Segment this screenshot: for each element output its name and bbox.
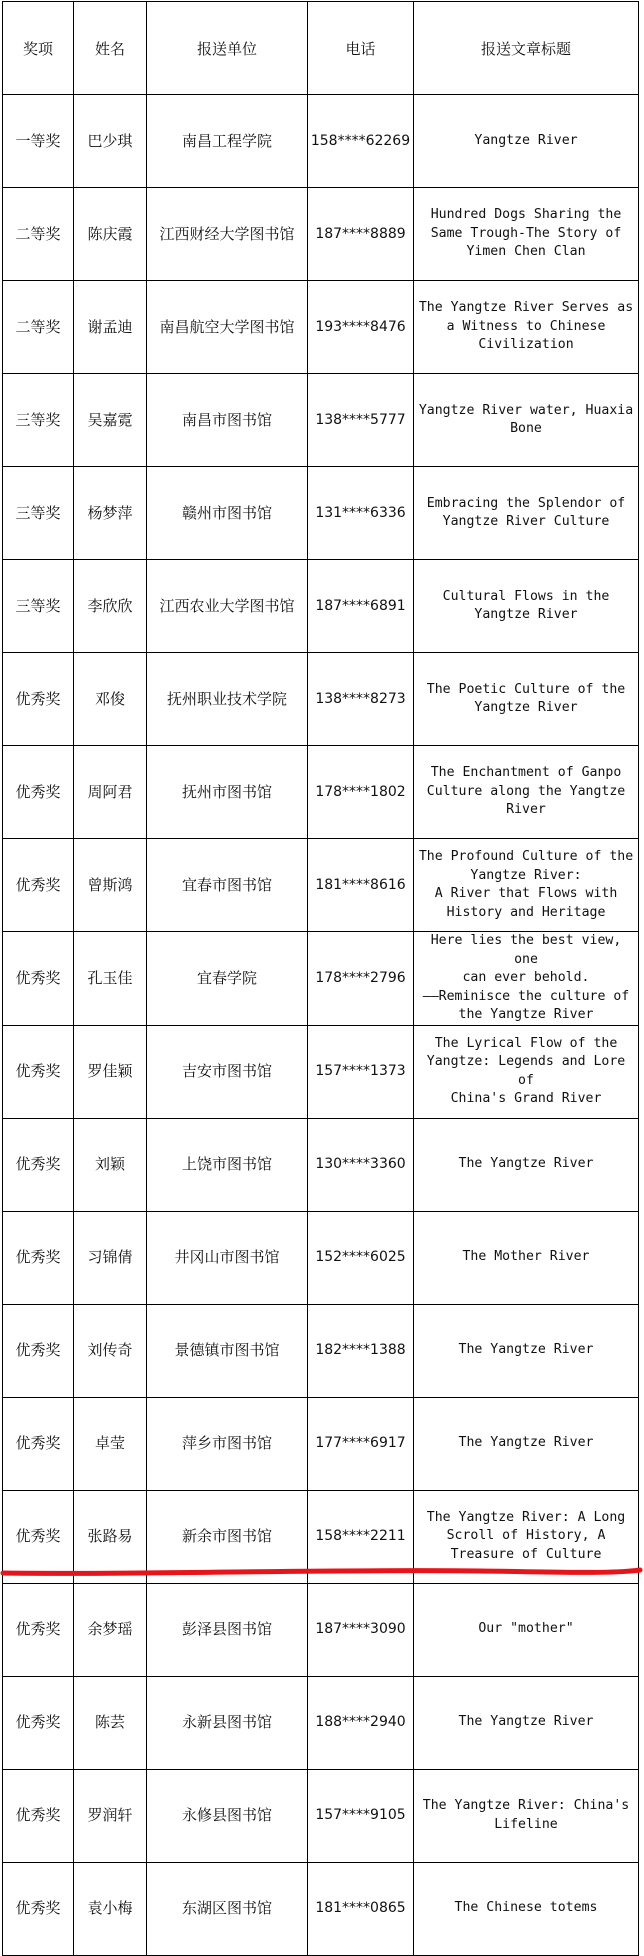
table-row	[3, 1862, 639, 1955]
cell-phone: 181****8616	[308, 839, 414, 932]
table-row	[3, 1211, 639, 1304]
cell-phone: 157****9105	[308, 1769, 414, 1862]
cell-name: 袁小梅	[74, 1862, 147, 1955]
cell-name: 曾斯鸿	[74, 839, 147, 932]
cell-award: 优秀奖	[3, 1025, 74, 1118]
header-title: 报送文章标题	[414, 2, 639, 95]
cell-award: 优秀奖	[3, 1211, 74, 1304]
table-row	[3, 188, 639, 281]
cell-award: 优秀奖	[3, 1676, 74, 1769]
cell-phone: 182****1388	[308, 1304, 414, 1397]
cell-title: Embracing the Splendor of Yangtze River Culture	[414, 467, 639, 560]
cell-unit: 景德镇市图书馆	[147, 1304, 308, 1397]
cell-phone: 131****6336	[308, 467, 414, 560]
cell-phone: 157****1373	[308, 1025, 414, 1118]
cell-name: 张路易	[74, 1490, 147, 1583]
table-row	[3, 1769, 639, 1862]
cell-phone: 188****2940	[308, 1676, 414, 1769]
cell-unit: 宜春市图书馆	[147, 839, 308, 932]
cell-title: The Yangtze River: China's Lifeline	[414, 1769, 639, 1862]
cell-award: 优秀奖	[3, 1583, 74, 1676]
table-row	[3, 1025, 639, 1118]
table-row	[3, 374, 639, 467]
cell-name: 刘颖	[74, 1118, 147, 1211]
cell-award: 三等奖	[3, 560, 74, 653]
cell-unit: 萍乡市图书馆	[147, 1397, 308, 1490]
cell-title: Our "mother"	[414, 1583, 639, 1676]
cell-unit: 抚州职业技术学院	[147, 653, 308, 746]
table-row	[3, 467, 639, 560]
cell-title: The Chinese totems	[414, 1862, 639, 1955]
cell-title: The Yangtze River Serves as a Witness to Chinese Civilization	[414, 281, 639, 374]
cell-unit: 江西农业大学图书馆	[147, 560, 308, 653]
cell-unit: 永新县图书馆	[147, 1676, 308, 1769]
cell-title: Hundred Dogs Sharing the Same Trough-The Story of Yimen Chen Clan	[414, 188, 639, 281]
cell-phone: 178****2796	[308, 932, 414, 1026]
cell-title: The Yangtze River: A Long Scroll of History, A Treasure of Culture	[414, 1490, 639, 1583]
cell-award: 优秀奖	[3, 839, 74, 932]
cell-award: 优秀奖	[3, 1118, 74, 1211]
header-name: 姓名	[74, 2, 147, 95]
cell-award: 优秀奖	[3, 746, 74, 839]
table-row	[3, 839, 639, 932]
cell-award: 优秀奖	[3, 1769, 74, 1862]
header-unit: 报送单位	[147, 2, 308, 95]
cell-name: 孔玉佳	[74, 932, 147, 1026]
table-row	[3, 1397, 639, 1490]
cell-title: The Yangtze River	[414, 1676, 639, 1769]
cell-award: 优秀奖	[3, 1490, 74, 1583]
table-row	[3, 1676, 639, 1769]
cell-unit: 吉安市图书馆	[147, 1025, 308, 1118]
cell-name: 罗润轩	[74, 1769, 147, 1862]
cell-unit: 井冈山市图书馆	[147, 1211, 308, 1304]
cell-award: 二等奖	[3, 281, 74, 374]
cell-name: 吴嘉霓	[74, 374, 147, 467]
cell-name: 罗佳颖	[74, 1025, 147, 1118]
cell-phone: 158****2211	[308, 1490, 414, 1583]
cell-title: The Mother River	[414, 1211, 639, 1304]
table-row	[3, 1583, 639, 1676]
cell-name: 陈芸	[74, 1676, 147, 1769]
table-row	[3, 560, 639, 653]
cell-name: 巴少琪	[74, 95, 147, 188]
cell-title: Here lies the best view, one can ever behold. ——Reminisce the culture of the Yangtze River	[414, 932, 639, 1026]
cell-phone: 181****0865	[308, 1862, 414, 1955]
cell-unit: 南昌航空大学图书馆	[147, 281, 308, 374]
cell-name: 杨梦萍	[74, 467, 147, 560]
cell-phone: 158****62269	[308, 95, 414, 188]
cell-award: 优秀奖	[3, 932, 74, 1026]
cell-title: The Lyrical Flow of the Yangtze: Legends and Lore of China's Grand River	[414, 1025, 639, 1118]
cell-unit: 上饶市图书馆	[147, 1118, 308, 1211]
cell-phone: 187****8889	[308, 188, 414, 281]
cell-name: 谢孟迪	[74, 281, 147, 374]
cell-unit: 永修县图书馆	[147, 1769, 308, 1862]
cell-name: 陈庆霞	[74, 188, 147, 281]
table-row	[3, 1490, 639, 1583]
cell-unit: 东湖区图书馆	[147, 1862, 308, 1955]
cell-title: The Enchantment of Ganpo Culture along the Yangtze River	[414, 746, 639, 839]
cell-name: 余梦瑶	[74, 1583, 147, 1676]
table-row	[3, 932, 639, 1026]
cell-phone: 152****6025	[308, 1211, 414, 1304]
table-header-row	[3, 2, 639, 95]
cell-title: Yangtze River water, Huaxia Bone	[414, 374, 639, 467]
cell-phone: 193****8476	[308, 281, 414, 374]
cell-name: 卓莹	[74, 1397, 147, 1490]
header-award: 奖项	[3, 2, 74, 95]
cell-award: 优秀奖	[3, 1397, 74, 1490]
table-row	[3, 1304, 639, 1397]
cell-name: 习锦倩	[74, 1211, 147, 1304]
cell-name: 李欣欣	[74, 560, 147, 653]
cell-unit: 新余市图书馆	[147, 1490, 308, 1583]
cell-phone: 178****1802	[308, 746, 414, 839]
cell-phone: 130****3360	[308, 1118, 414, 1211]
cell-award: 优秀奖	[3, 1304, 74, 1397]
cell-name: 刘传奇	[74, 1304, 147, 1397]
cell-title: The Yangtze River	[414, 1118, 639, 1211]
cell-title: The Yangtze River	[414, 1304, 639, 1397]
cell-phone: 187****3090	[308, 1583, 414, 1676]
cell-phone: 138****8273	[308, 653, 414, 746]
header-phone: 电话	[308, 2, 414, 95]
cell-title: Cultural Flows in the Yangtze River	[414, 560, 639, 653]
cell-title: The Poetic Culture of the Yangtze River	[414, 653, 639, 746]
award-table	[2, 1, 639, 1956]
cell-unit: 南昌工程学院	[147, 95, 308, 188]
cell-name: 邓俊	[74, 653, 147, 746]
table-row	[3, 746, 639, 839]
cell-name: 周阿君	[74, 746, 147, 839]
cell-award: 优秀奖	[3, 1862, 74, 1955]
table-row	[3, 653, 639, 746]
cell-unit: 赣州市图书馆	[147, 467, 308, 560]
cell-phone: 177****6917	[308, 1397, 414, 1490]
cell-award: 一等奖	[3, 95, 74, 188]
table-row	[3, 95, 639, 188]
cell-award: 三等奖	[3, 467, 74, 560]
table-row	[3, 281, 639, 374]
cell-unit: 南昌市图书馆	[147, 374, 308, 467]
cell-phone: 138****5777	[308, 374, 414, 467]
cell-title: The Profound Culture of the Yangtze River: A River that Flows with History and Heritage	[414, 839, 639, 932]
cell-unit: 抚州市图书馆	[147, 746, 308, 839]
cell-award: 三等奖	[3, 374, 74, 467]
cell-title: Yangtze River	[414, 95, 639, 188]
cell-title: The Yangtze River	[414, 1397, 639, 1490]
table-row	[3, 1118, 639, 1211]
cell-unit: 彭泽县图书馆	[147, 1583, 308, 1676]
cell-award: 二等奖	[3, 188, 74, 281]
cell-unit: 宜春学院	[147, 932, 308, 1026]
cell-award: 优秀奖	[3, 653, 74, 746]
cell-phone: 187****6891	[308, 560, 414, 653]
cell-unit: 江西财经大学图书馆	[147, 188, 308, 281]
